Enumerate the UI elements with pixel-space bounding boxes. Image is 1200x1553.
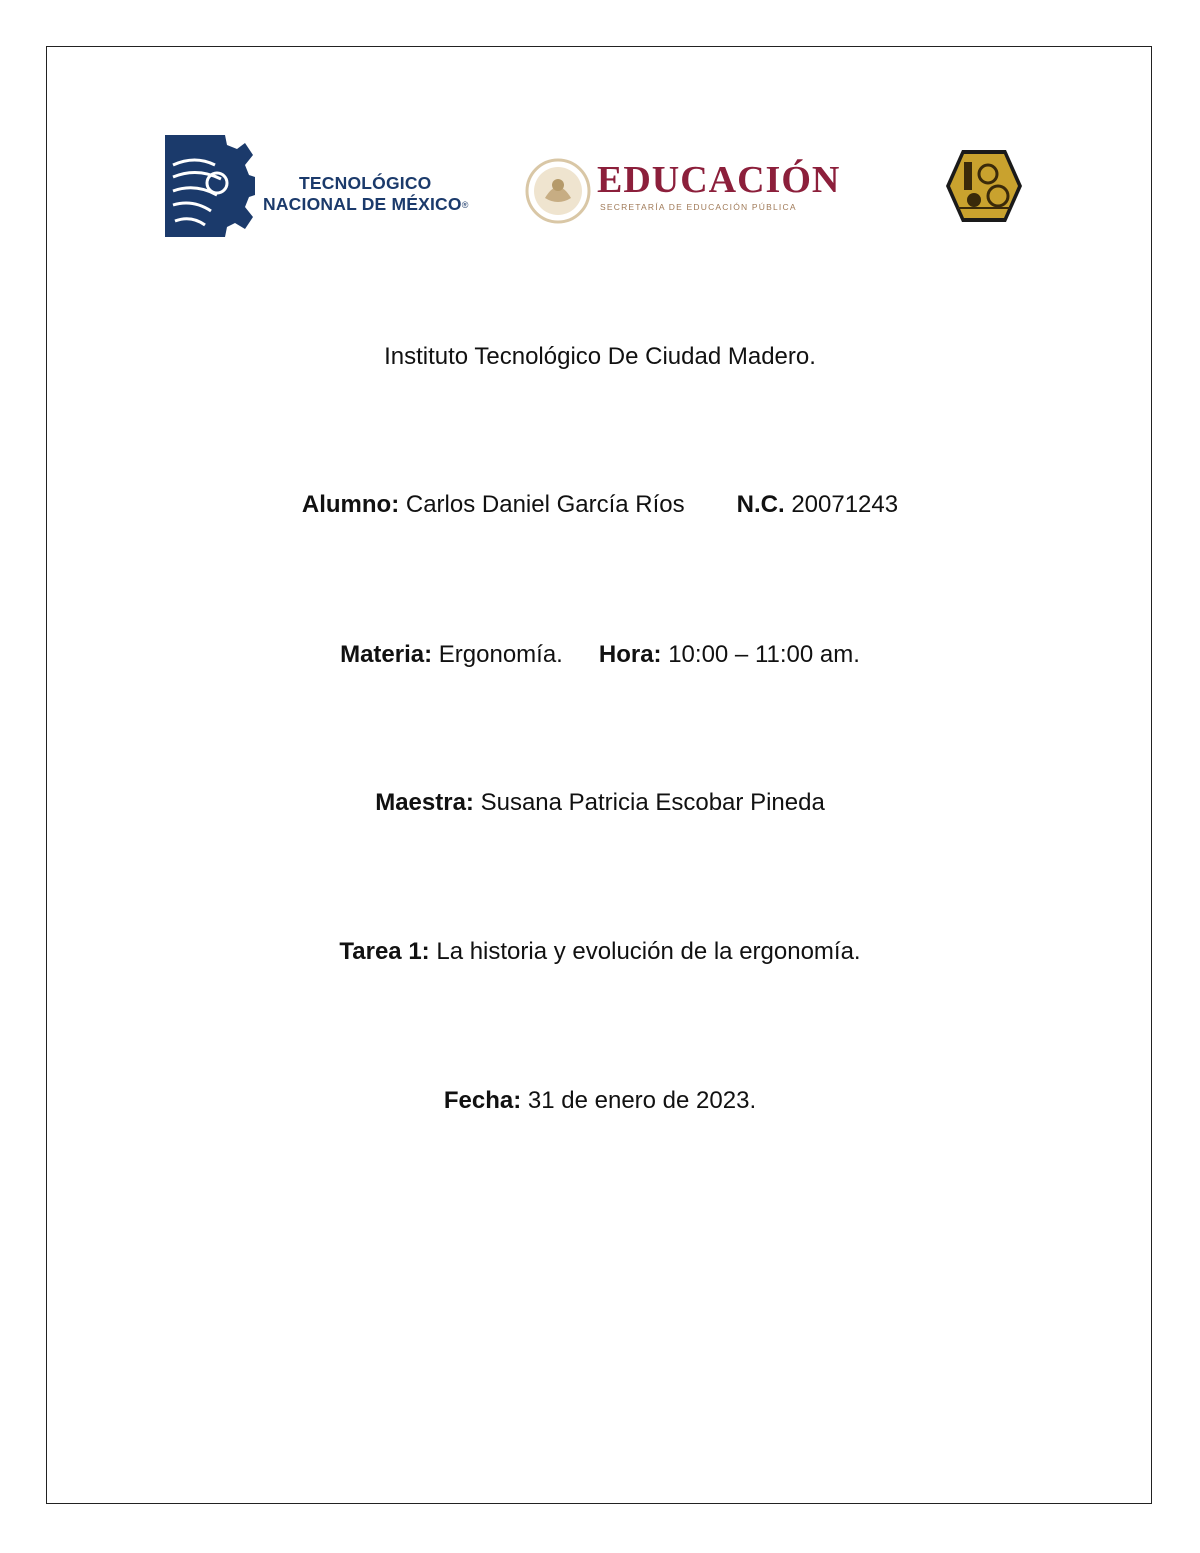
institution-name: Instituto Tecnológico De Ciudad Madero.	[384, 343, 816, 370]
hour-label: Hora:	[598, 641, 662, 668]
page-border	[46, 46, 1152, 1504]
tecnm-line1: TECNOLÓGICO	[299, 173, 432, 193]
nc-value: 20071243	[791, 491, 899, 518]
tecnm-line2: NACIONAL DE MÉXICO	[263, 194, 462, 214]
tecnm-gear-icon	[165, 135, 255, 237]
teacher-value: Susana Patricia Escobar Pineda	[480, 789, 825, 816]
student-label: Alumno:	[301, 491, 400, 518]
task-line	[0, 937, 1200, 967]
header-logos	[0, 130, 1200, 240]
teacher-line	[0, 788, 1200, 818]
subject-line	[0, 640, 1200, 670]
date-value: 31 de enero de 2023.	[527, 1087, 757, 1114]
sep-wordmark	[597, 160, 840, 212]
subject-label: Materia:	[340, 641, 433, 668]
hour-value: 10:00 – 11:00 am.	[668, 641, 860, 668]
student-line	[0, 490, 1200, 520]
sep-subtitle: SECRETARÍA DE EDUCACIÓN PÚBLICA	[600, 202, 797, 212]
sep-title: EDUCACIÓN	[597, 159, 841, 201]
task-label: Tarea 1:	[339, 938, 430, 965]
date-line	[0, 1086, 1200, 1116]
task-value: La historia y evolución de la ergonomía.	[436, 938, 861, 965]
teacher-label: Maestra:	[375, 789, 474, 816]
date-label: Fecha:	[443, 1087, 522, 1114]
registered-mark: ®	[461, 199, 469, 210]
itcm-emblem-icon	[944, 148, 1024, 224]
subject-value: Ergonomía.	[438, 641, 563, 668]
mexico-seal-icon	[525, 158, 591, 224]
nc-label: N.C.	[736, 491, 785, 518]
student-name: Carlos Daniel García Ríos	[405, 491, 685, 518]
tecnm-wordmark	[263, 173, 469, 216]
